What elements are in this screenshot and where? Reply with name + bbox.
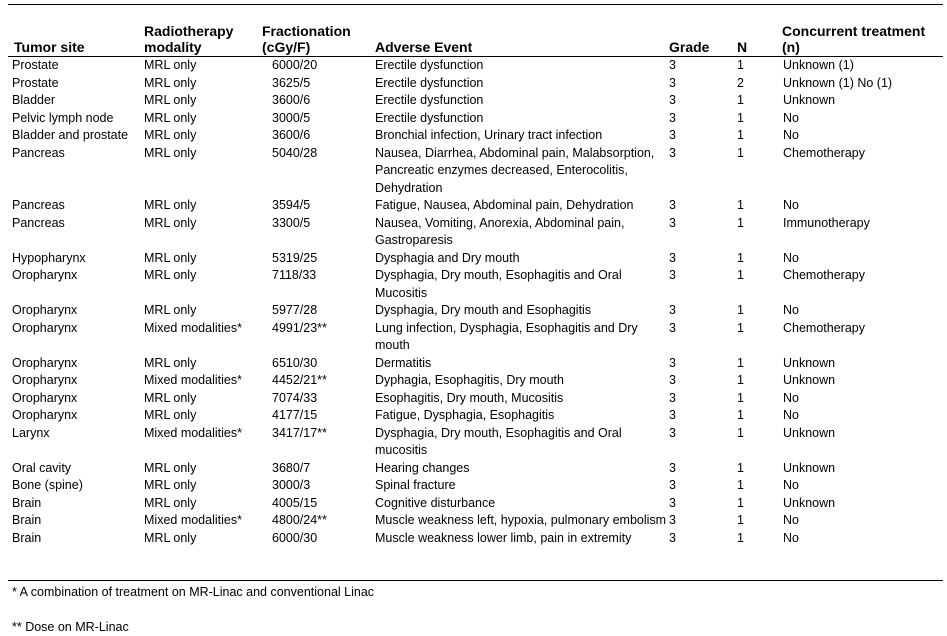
cell-modality: MRL only [144,478,197,492]
cell-concurrent: No [783,198,799,212]
cell-fractionation: 7074/33 [272,390,318,405]
header-tumor-site: Tumor site [14,39,85,55]
cell-n: 1 [737,513,744,527]
cell-modality: MRL only [144,58,197,72]
cell-n: 1 [737,215,744,230]
header-modality [144,23,233,55]
cell-n: 1 [737,408,744,422]
cell-adverse-event: Spinal fracture [375,478,456,492]
cell-modality: MRL only [144,355,197,370]
cell-modality: MRL only [144,495,197,510]
cell-modality: MRL only [144,93,197,107]
cell-n: 1 [737,390,744,405]
table-row [8,302,943,320]
cell-fractionation: 4991/23** [272,320,327,335]
cell-grade: 3 [669,513,676,527]
cell-grade: 3 [669,425,676,440]
cell-concurrent: Unknown [783,373,836,387]
table-row [8,197,943,215]
cell-adverse-event: Hearing changes [375,460,470,475]
cell-fractionation: 6000/30 [272,530,318,545]
cell-tumor-site: Pancreas [12,145,65,160]
cell-grade: 3 [669,320,676,335]
cell-n: 1 [737,495,744,510]
cell-concurrent: No [783,530,799,545]
cell-grade: 3 [669,250,676,265]
cell-tumor-site: Oropharynx [12,268,78,282]
table-row [8,407,943,425]
cell-grade: 3 [669,530,676,545]
cell-n: 1 [737,198,744,212]
cell-grade: 3 [669,460,676,475]
cell-tumor-site: Bladder [12,93,56,107]
cell-tumor-site: Bone (spine) [12,478,83,492]
cell-grade: 3 [669,303,676,317]
footnote-single-star: * A combination of treatment on MR-Linac and conventional Linac [12,585,375,599]
header-adverse-event: Adverse Event [375,39,473,55]
cell-adverse-event: Muscle weakness left, hypoxia, pulmonary embolism [375,513,667,527]
cell-modality: MRL only [144,460,197,475]
table-row [8,372,943,390]
cell-modality: MRL only [144,408,197,422]
cell-adverse-event: Fatigue, Nausea, Abdominal pain, Dehydration [375,198,634,212]
cell-modality: Mixed modalities* [144,373,242,387]
cell-adverse-event: Lung infection, Dysphagia, Esophagitis and Dry mouth [375,320,638,352]
table-row [8,75,943,93]
cell-tumor-site: Brain [12,495,42,510]
cell-fractionation: 3625/5 [272,75,311,90]
cell-modality: MRL only [144,215,197,230]
cell-tumor-site: Pancreas [12,215,65,230]
cell-tumor-site: Pancreas [12,198,65,212]
cell-concurrent: Unknown [783,495,836,510]
header-fractionation-line1: Fractionation [262,23,351,39]
cell-adverse-event: Muscle weakness lower limb, pain in extremity [375,530,632,545]
cell-fractionation: 5319/25 [272,250,318,265]
cell-fractionation: 4177/15 [272,408,318,422]
table-row [8,355,943,373]
cell-concurrent: Unknown (1) No (1) [783,75,893,90]
cell-grade: 3 [669,58,676,72]
cell-n: 1 [737,58,744,72]
cell-modality: Mixed modalities* [144,320,242,335]
cell-grade: 3 [669,408,676,422]
table-row [8,267,943,302]
cell-modality: MRL only [144,110,197,125]
cell-grade: 3 [669,478,676,492]
cell-concurrent: Immunotherapy [783,215,870,230]
cell-fractionation: 3417/17** [272,425,327,440]
cell-concurrent: Unknown [783,355,836,370]
cell-n: 1 [737,355,744,370]
cell-fractionation: 4800/24** [272,513,327,527]
cell-tumor-site: Oropharynx [12,373,78,387]
cell-concurrent: Unknown [783,460,836,475]
cell-concurrent: No [783,408,799,422]
table-row [8,127,943,145]
cell-n: 1 [737,373,744,387]
table-row [8,250,943,268]
cell-concurrent: No [783,478,799,492]
cell-tumor-site: Pelvic lymph node [12,110,114,125]
cell-concurrent: No [783,110,799,125]
cell-modality: MRL only [144,145,197,160]
header-concurrent [782,23,925,55]
header-n: N [737,39,748,55]
header-concurrent-line2: (n) [782,39,800,55]
cell-adverse-event: Dysphagia and Dry mouth [375,250,520,265]
cell-n: 1 [737,478,744,492]
cell-modality: MRL only [144,303,197,317]
cell-modality: MRL only [144,530,197,545]
cell-n: 1 [737,93,744,107]
cell-fractionation: 5977/28 [272,303,318,317]
cell-adverse-event: Esophagitis, Dry mouth, Mucositis [375,390,564,405]
cell-fractionation: 4452/21** [272,373,327,387]
table-row [8,110,943,128]
cell-concurrent: Unknown [783,425,836,440]
cell-fractionation: 3300/5 [272,215,311,230]
cell-n: 1 [737,128,744,142]
cell-adverse-event: Erectile dysfunction [375,110,484,125]
cell-tumor-site: Bladder and prostate [12,128,129,142]
cell-n: 1 [737,303,744,317]
cell-concurrent: Chemotherapy [783,268,865,282]
cell-grade: 3 [669,93,676,107]
table-row [8,460,943,478]
cell-concurrent: No [783,303,799,317]
top-rule [8,4,943,5]
cell-concurrent: Unknown [783,93,836,107]
cell-grade: 3 [669,198,676,212]
cell-n: 2 [737,75,744,90]
cell-grade: 3 [669,390,676,405]
cell-tumor-site: Oropharynx [12,390,78,405]
cell-fractionation: 3000/3 [272,478,311,492]
header-modality-line2: modality [144,39,202,55]
cell-concurrent: No [783,128,799,142]
cell-fractionation: 3600/6 [272,93,311,107]
table-row [8,512,943,530]
cell-tumor-site: Larynx [12,425,50,440]
cell-grade: 3 [669,495,676,510]
cell-fractionation: 7118/33 [272,268,317,282]
cell-concurrent: Chemotherapy [783,145,865,160]
cell-tumor-site: Prostate [12,75,59,90]
cell-grade: 3 [669,268,676,282]
table-row [8,92,943,110]
cell-grade: 3 [669,145,676,160]
table-row [8,425,943,460]
cell-concurrent: Chemotherapy [783,320,865,335]
cell-concurrent: No [783,390,799,405]
cell-n: 1 [737,110,744,125]
cell-modality: MRL only [144,390,197,405]
cell-n: 1 [737,250,744,265]
cell-fractionation: 3600/6 [272,128,311,142]
cell-fractionation: 5040/28 [272,145,318,160]
cell-tumor-site: Oral cavity [12,460,72,475]
cell-adverse-event: Dysphagia, Dry mouth, Esophagitis and Oral Mucositis [375,268,622,300]
cell-modality: MRL only [144,128,197,142]
header-fractionation-line2: (cGy/F) [262,39,311,55]
header-fractionation [262,23,351,55]
header-modality-line1: Radiotherapy [144,23,234,39]
cell-modality: MRL only [144,250,197,265]
table-row [8,495,943,513]
cell-fractionation: 3594/5 [272,198,311,212]
cell-grade: 3 [669,355,676,370]
cell-modality: MRL only [144,198,197,212]
cell-adverse-event: Cognitive disturbance [375,495,496,510]
cell-tumor-site: Oropharynx [12,408,78,422]
cell-concurrent: No [783,513,799,527]
table-row [8,390,943,408]
cell-grade: 3 [669,110,676,125]
cell-grade: 3 [669,373,676,387]
cell-modality: Mixed modalities* [144,425,242,440]
table-row [8,477,943,495]
cell-tumor-site: Brain [12,513,42,527]
cell-adverse-event: Erectile dysfunction [375,75,484,90]
cell-n: 1 [737,268,744,282]
cell-n: 1 [737,460,744,475]
cell-grade: 3 [669,75,676,90]
cell-adverse-event: Dermatitis [375,355,432,370]
cell-adverse-event: Fatigue, Dysphagia, Esophagitis [375,408,555,422]
cell-adverse-event: Erectile dysfunction [375,93,484,107]
table-row [8,215,943,250]
cell-modality: MRL only [144,75,197,90]
cell-grade: 3 [669,128,676,142]
cell-tumor-site: Oropharynx [12,320,78,335]
cell-tumor-site: Brain [12,530,42,545]
cell-grade: 3 [669,215,676,230]
cell-adverse-event: Erectile dysfunction [375,58,484,72]
bottom-rule [8,580,943,581]
cell-concurrent: No [783,250,799,265]
cell-n: 1 [737,425,744,440]
cell-concurrent: Unknown (1) [783,58,854,72]
cell-adverse-event: Bronchial infection, Urinary tract infection [375,128,603,142]
cell-adverse-event: Dysphagia, Dry mouth and Esophagitis [375,303,592,317]
cell-fractionation: 6510/30 [272,355,318,370]
cell-tumor-site: Prostate [12,58,59,72]
footnote-double-star: ** Dose on MR-Linac [12,620,129,634]
cell-tumor-site: Oropharynx [12,355,78,370]
cell-adverse-event: Nausea, Vomiting, Anorexia, Abdominal pain, Gastroparesis [375,215,625,247]
cell-fractionation: 6000/20 [272,58,318,72]
cell-adverse-event: Dysphagia, Dry mouth, Esophagitis and Oral mucositis [375,425,622,457]
table-body [8,57,943,547]
table-row [8,57,943,75]
table-row [8,320,943,355]
header-grade: Grade [669,39,710,55]
cell-modality: Mixed modalities* [144,513,242,527]
cell-n: 1 [737,320,744,335]
cell-adverse-event: Nausea, Diarrhea, Abdominal pain, Malabsorption, Pancreatic enzymes decreased, Enterocolitis, Dehydration [375,145,655,195]
cell-tumor-site: Oropharynx [12,303,78,317]
header-concurrent-line1: Concurrent treatment [782,23,926,39]
cell-tumor-site: Hypopharynx [12,250,86,265]
cell-n: 1 [737,530,744,545]
table-row [8,530,943,548]
adverse-events-table [8,57,943,547]
cell-fractionation: 4005/15 [272,495,318,510]
cell-fractionation: 3680/7 [272,460,311,475]
cell-n: 1 [737,145,744,160]
cell-adverse-event: Dyphagia, Esophagitis, Dry mouth [375,373,564,387]
table-row [8,145,943,198]
cell-modality: MRL only [144,268,197,282]
cell-fractionation: 3000/5 [272,110,311,125]
